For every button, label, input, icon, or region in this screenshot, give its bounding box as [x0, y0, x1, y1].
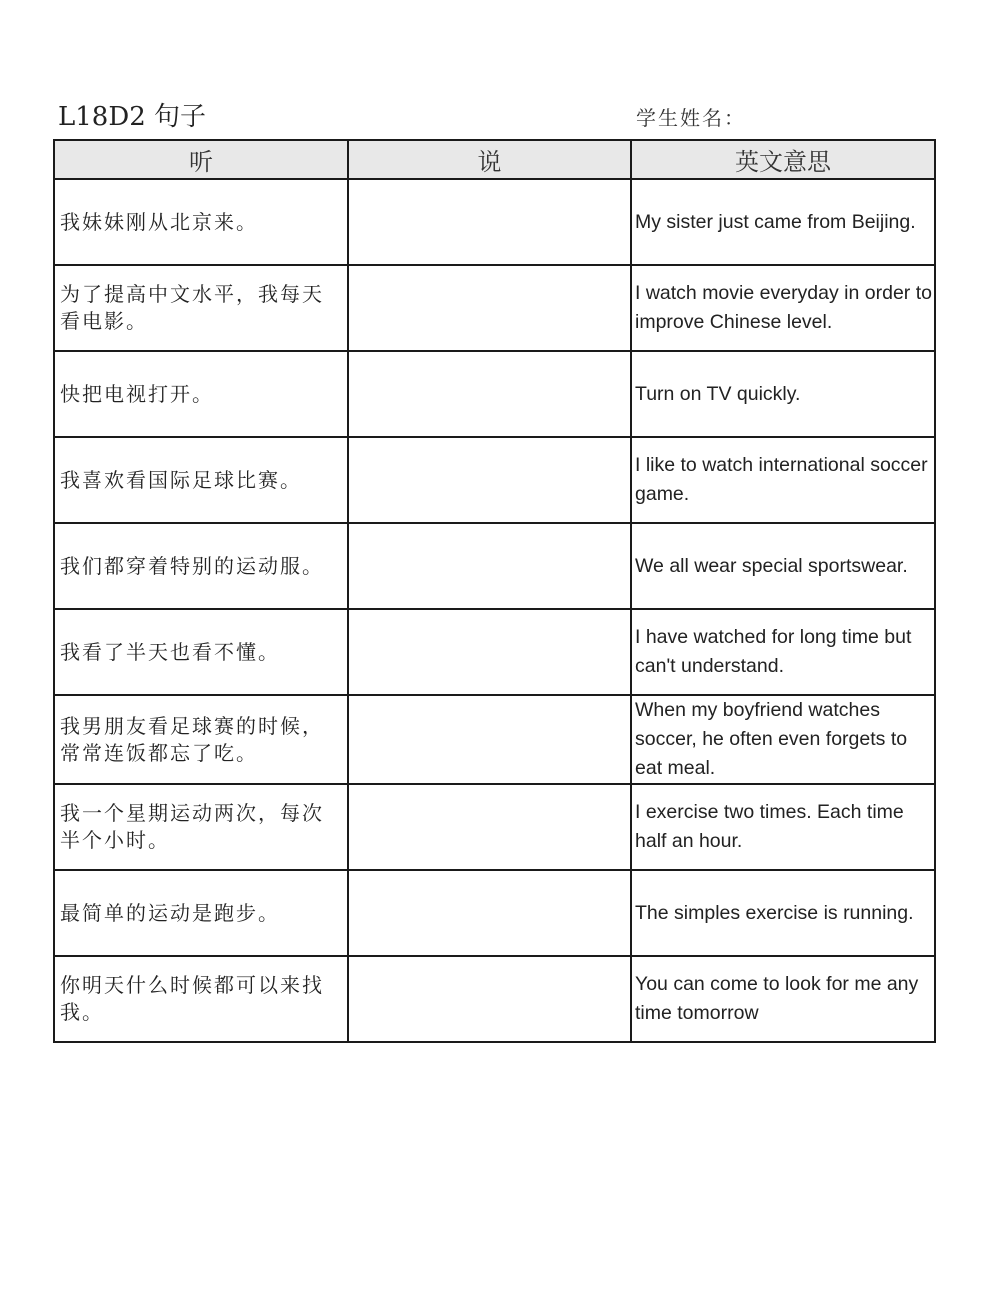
listen-cell: 我们都穿着特别的运动服。 — [54, 523, 348, 609]
meaning-cell: I watch movie everyday in order to improve Chinese level. — [631, 265, 935, 351]
listen-cell: 我男朋友看足球赛的时候，常常连饭都忘了吃。 — [54, 695, 348, 784]
meaning-cell: When my boyfriend watches soccer, he often even forgets to eat meal. — [631, 695, 935, 784]
meaning-cell: I like to watch international soccer game. — [631, 437, 935, 523]
speak-cell[interactable] — [348, 265, 631, 351]
listen-cell: 我妹妹刚从北京来。 — [54, 179, 348, 265]
student-name-label: 学生姓名： — [636, 106, 746, 130]
worksheet-title: L18D2 句子 — [58, 102, 207, 132]
table-row — [54, 695, 935, 784]
listen-cell: 我一个星期运动两次，每次半个小时。 — [54, 784, 348, 870]
table-row — [54, 609, 935, 695]
meaning-cell: My sister just came from Beijing. — [631, 179, 935, 265]
table-row — [54, 523, 935, 609]
table-row — [54, 351, 935, 437]
meaning-cell: You can come to look for me any time tomorrow — [631, 956, 935, 1042]
column-header-english-meaning: 英文意思 — [631, 140, 935, 179]
table-row — [54, 265, 935, 351]
table-row — [54, 784, 935, 870]
speak-cell[interactable] — [348, 784, 631, 870]
meaning-cell: I exercise two times. Each time half an hour. — [631, 784, 935, 870]
column-header-speak: 说 — [348, 140, 631, 179]
listen-cell: 你明天什么时候都可以来找我。 — [54, 956, 348, 1042]
table-row — [54, 956, 935, 1042]
listen-cell: 快把电视打开。 — [54, 351, 348, 437]
table-row — [54, 870, 935, 956]
speak-cell[interactable] — [348, 695, 631, 784]
listen-cell: 最简单的运动是跑步。 — [54, 870, 348, 956]
listen-cell: 为了提高中文水平，我每天看电影。 — [54, 265, 348, 351]
speak-cell[interactable] — [348, 609, 631, 695]
table-row — [54, 179, 935, 265]
meaning-cell: We all wear special sportswear. — [631, 523, 935, 609]
meaning-cell: I have watched for long time but can't understand. — [631, 609, 935, 695]
speak-cell[interactable] — [348, 870, 631, 956]
meaning-cell: The simples exercise is running. — [631, 870, 935, 956]
speak-cell[interactable] — [348, 351, 631, 437]
listen-cell: 我看了半天也看不懂。 — [54, 609, 348, 695]
speak-cell[interactable] — [348, 437, 631, 523]
speak-cell[interactable] — [348, 179, 631, 265]
column-header-listen: 听 — [54, 140, 348, 179]
table-row — [54, 437, 935, 523]
sentence-table — [53, 139, 936, 1043]
speak-cell[interactable] — [348, 956, 631, 1042]
meaning-cell: Turn on TV quickly. — [631, 351, 935, 437]
table-header-row — [54, 140, 935, 179]
listen-cell: 我喜欢看国际足球比赛。 — [54, 437, 348, 523]
speak-cell[interactable] — [348, 523, 631, 609]
